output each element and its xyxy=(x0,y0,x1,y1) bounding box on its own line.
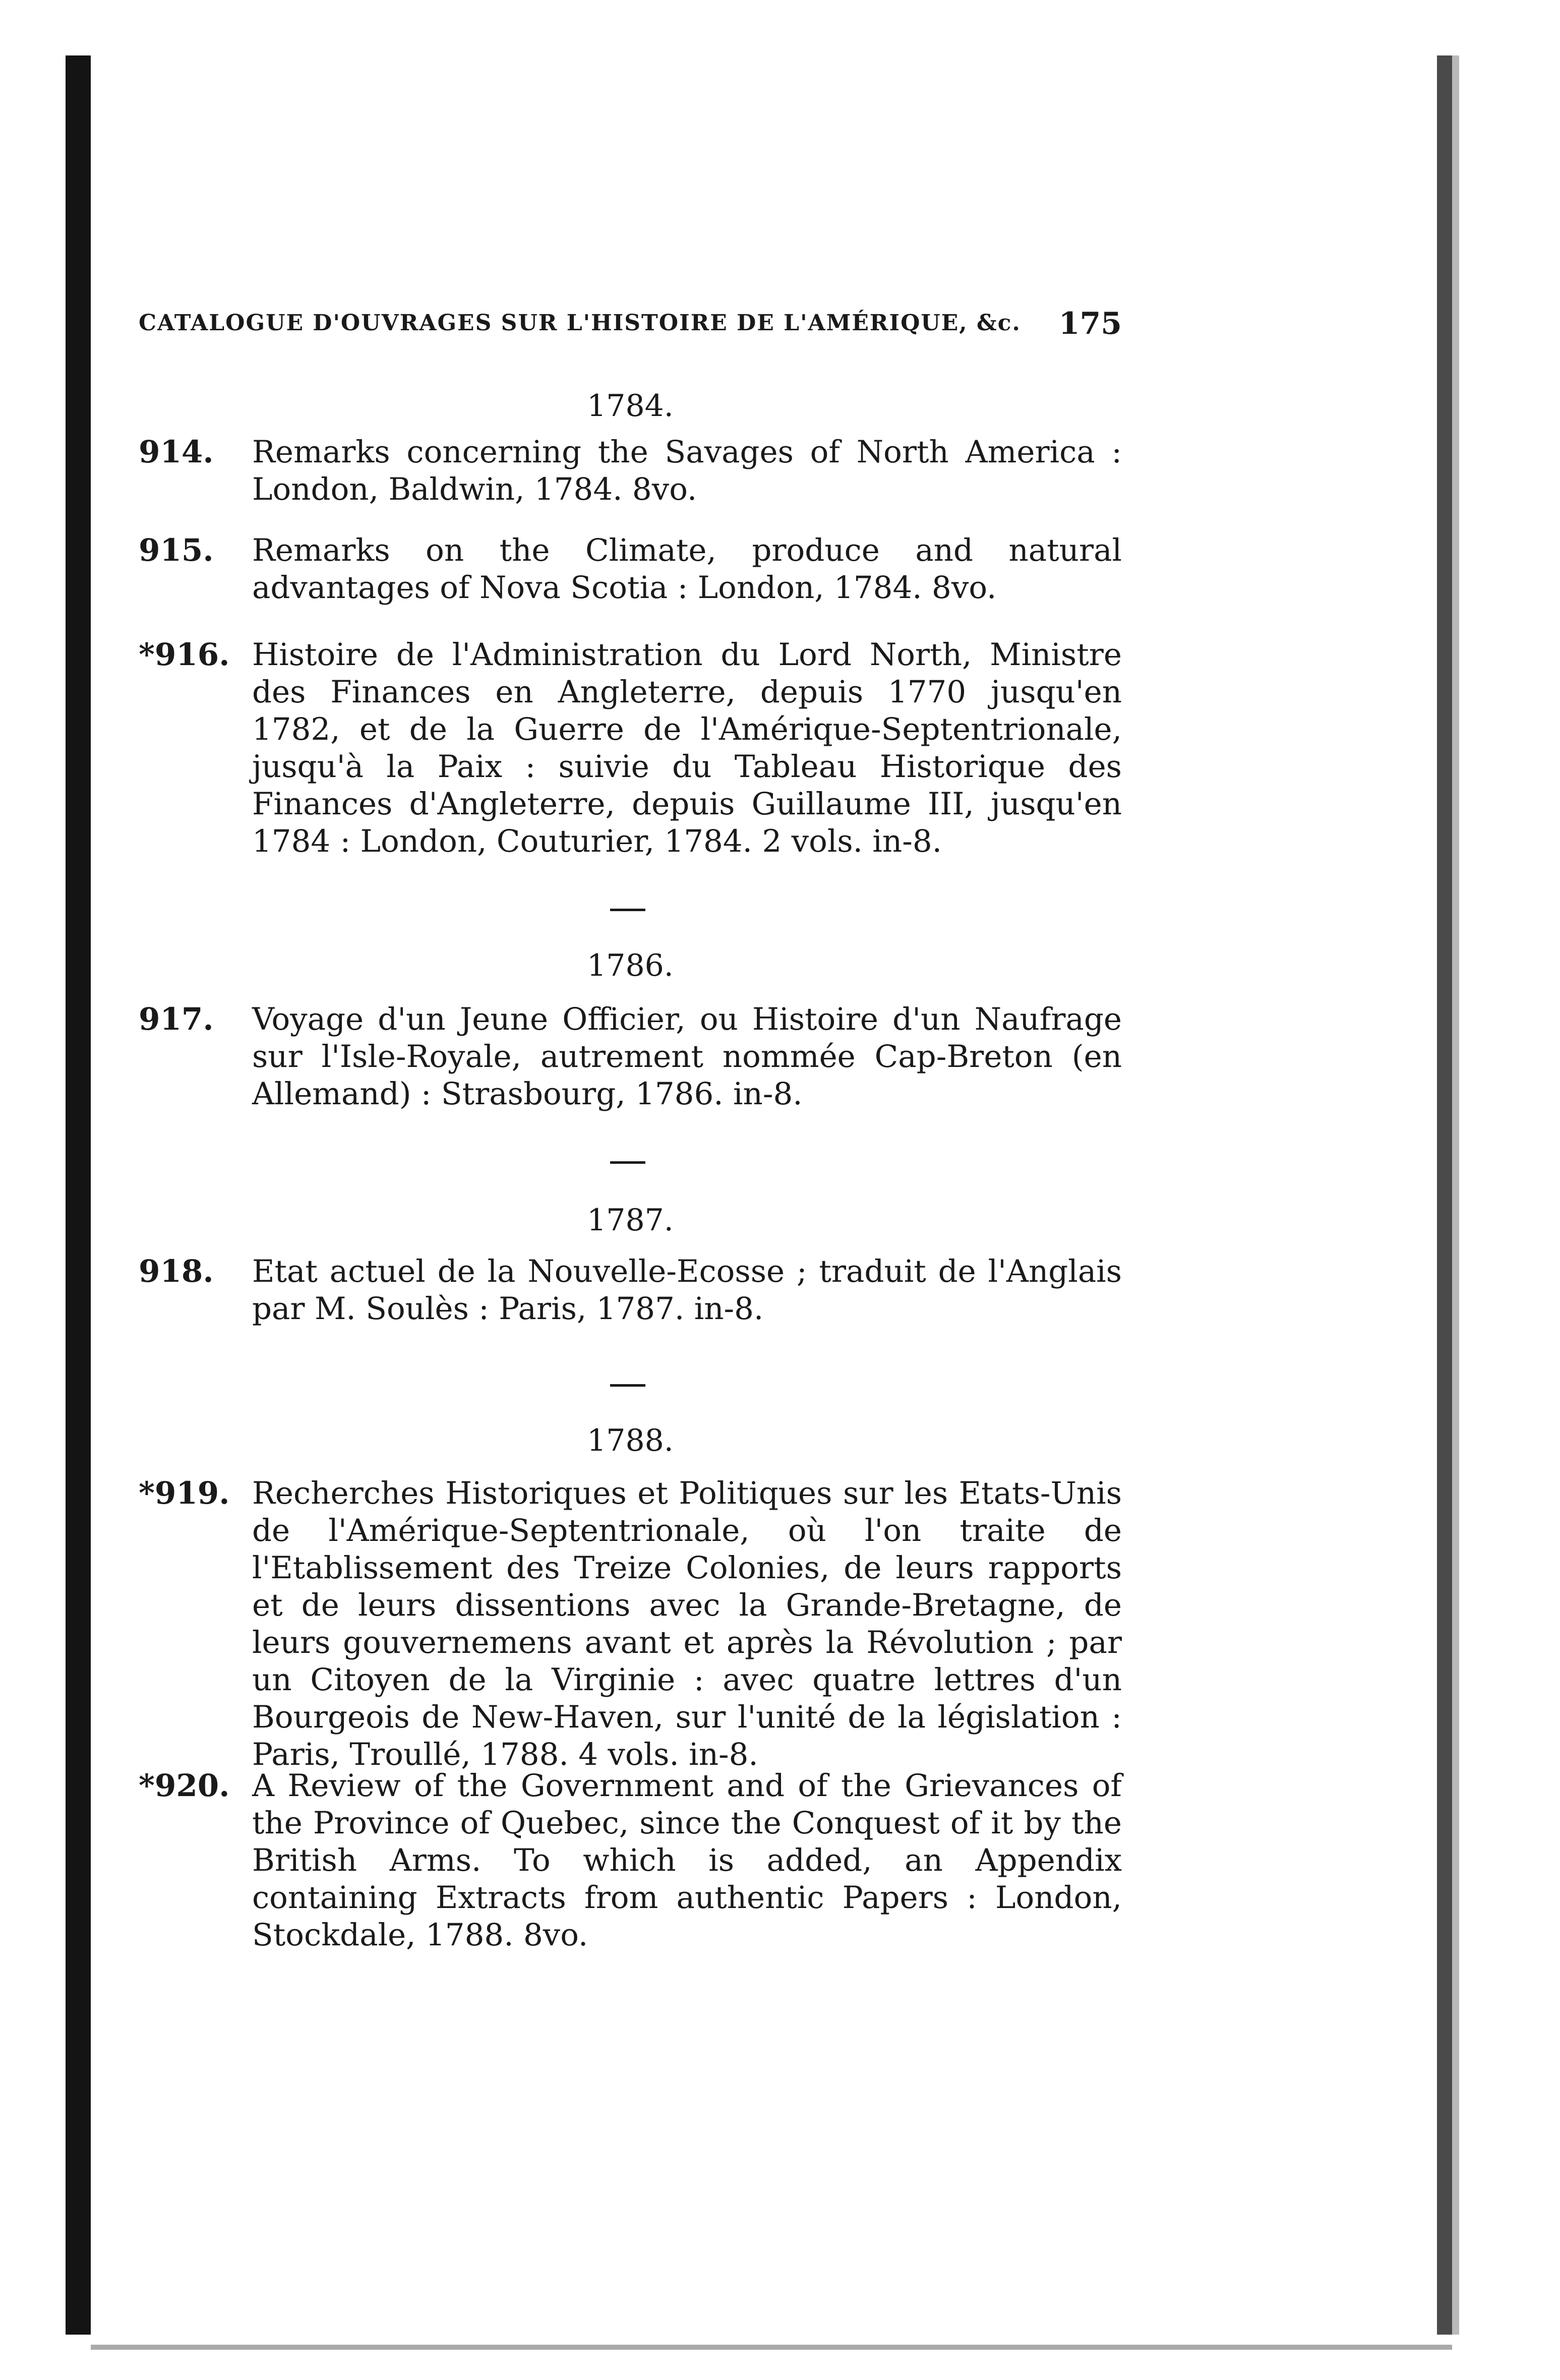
catalogue-entry xyxy=(139,1253,1122,1328)
entry-text: Recherches Historiques et Politiques sur les Etats-Unis de l'Amérique-Septentrionale, où l'on traite de l'Etablissement des Treize Colonies, de leurs rapports et de leurs dissentions avec la Grande-Bretagne, de leurs gouvernemens avant et après la Révolution ; par un Citoyen de la Virginie : avec quatre lettres d'un Bourgeois de New-Haven, sur l'unité de la législation : Paris, Troullé, 1788. 4 vols. in-8. xyxy=(252,1475,1122,1772)
section-divider xyxy=(610,1384,645,1387)
page-edge-right xyxy=(1452,55,1459,2335)
entry-number: 915. xyxy=(139,532,214,568)
entry-text: Voyage d'un Jeune Officier, ou Histoire d'un Naufrage sur l'Isle-Royale, autrement nommée Cap-Breton (en Allemand) : Strasbourg, 1786. in-8. xyxy=(252,1001,1122,1112)
catalogue-entry xyxy=(139,434,1122,508)
entry-text: Remarks on the Climate, produce and natural advantages of Nova Scotia : London, 1784. 8vo. xyxy=(252,532,1122,606)
entry-number: 917. xyxy=(139,1001,214,1037)
running-head-title: CATALOGUE D'OUVRAGES SUR L'HISTOIRE DE L'AMÉRIQUE, &c. xyxy=(139,310,1021,336)
section-divider xyxy=(610,909,645,911)
catalogue-entry xyxy=(139,1767,1122,1954)
entry-number: 914. xyxy=(139,434,214,470)
year-heading: 1784. xyxy=(587,388,674,424)
section-divider xyxy=(610,1161,645,1164)
running-head xyxy=(139,306,1122,341)
entry-number: *916. xyxy=(139,637,230,673)
catalogue-entry xyxy=(139,636,1122,860)
page-edge-bottom xyxy=(91,2345,1452,2350)
entry-text: Remarks concerning the Savages of North America : London, Baldwin, 1784. 8vo. xyxy=(252,434,1122,507)
year-heading: 1786. xyxy=(587,948,674,983)
year-heading: 1787. xyxy=(587,1203,674,1238)
catalogue-entry xyxy=(139,1001,1122,1113)
page-number: 175 xyxy=(1058,306,1122,341)
catalogue-entry xyxy=(139,1475,1122,1773)
entry-text: Histoire de l'Administration du Lord North, Ministre des Finances en Angleterre, depuis 1770 jusqu'en 1782, et de la Guerre de l'Amérique-Septentrionale, jusqu'à la Paix : suivie du Tableau Historique des Finances d'Angleterre, depuis Guillaume III, jusqu'en 1784 : London, Couturier, 1784. 2 vols. in-8. xyxy=(252,637,1122,859)
binding-shadow-left xyxy=(66,55,91,2335)
binding-shadow-right xyxy=(1437,55,1452,2335)
entry-text: A Review of the Government and of the Grievances of the Province of Quebec, since the Conquest of it by the British Arms. To which is added, an Appendix containing Extracts from authentic Papers : London, Stockdale, 1788. 8vo. xyxy=(252,1768,1122,1953)
year-heading: 1788. xyxy=(587,1423,674,1458)
entry-number: *919. xyxy=(139,1475,230,1511)
entry-text: Etat actuel de la Nouvelle-Ecosse ; traduit de l'Anglais par M. Soulès : Paris, 1787. in-8. xyxy=(252,1254,1122,1327)
entry-number: 918. xyxy=(139,1254,214,1289)
entry-number: *920. xyxy=(139,1768,230,1804)
catalogue-entry xyxy=(139,532,1122,607)
